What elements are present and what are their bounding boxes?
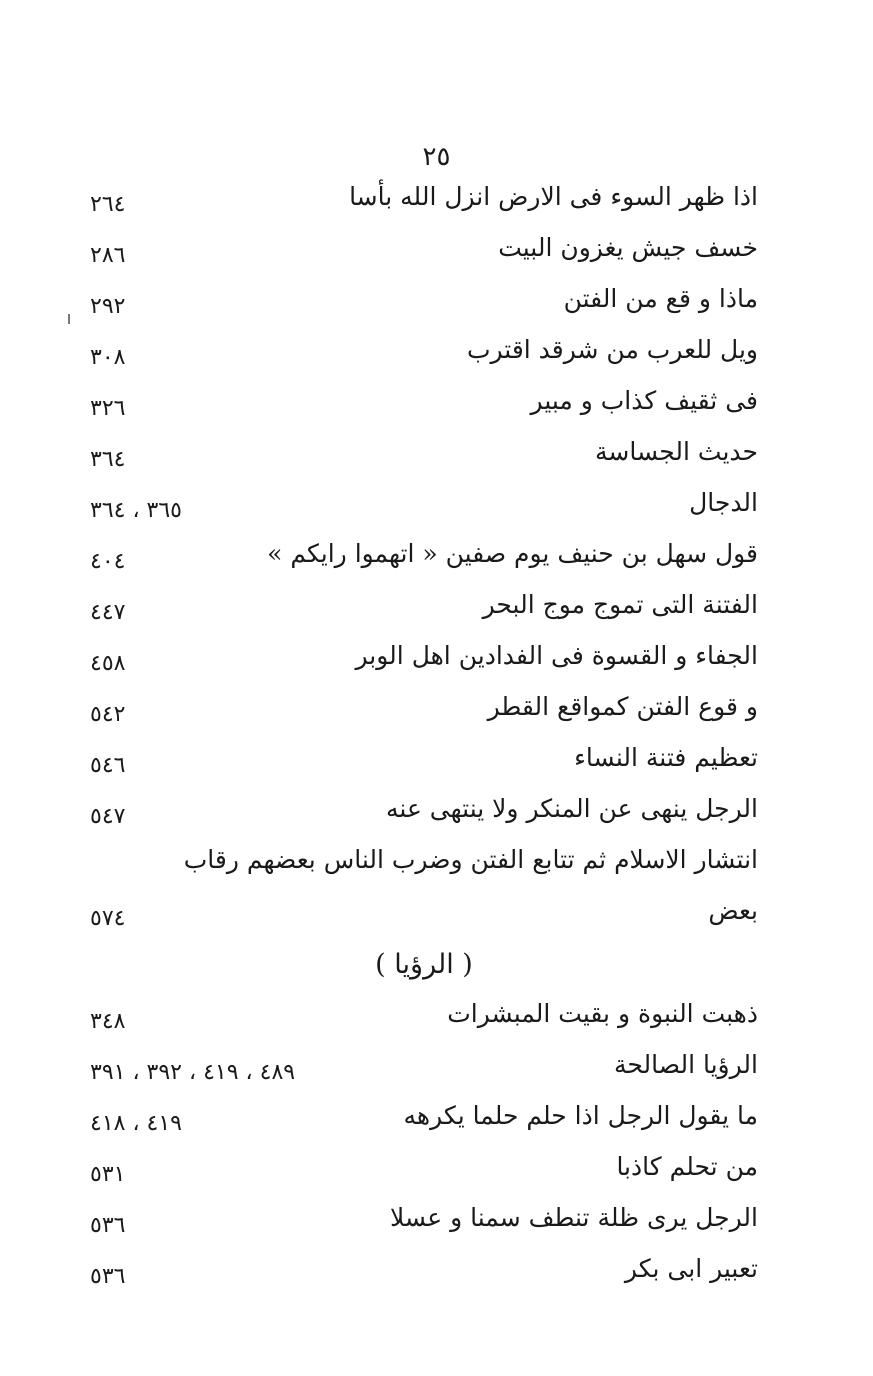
index-entry bbox=[90, 1254, 758, 1305]
index-entry bbox=[90, 1203, 758, 1254]
entry-pages: ٥٧٤ bbox=[90, 906, 126, 931]
entry-title: ذهبت النبوة و بقيت المبشرات bbox=[447, 999, 758, 1028]
entry-title-line1: انتشار الاسلام ثم تتابع الفتن وضرب الناس بعضهم رقاب bbox=[183, 845, 758, 874]
entry-title: ويل للعرب من شرقد اقترب bbox=[466, 335, 758, 364]
index-entry bbox=[90, 437, 758, 488]
entry-pages: ٥٤٢ bbox=[90, 702, 126, 727]
margin-mark bbox=[68, 314, 70, 324]
entry-pages: ٣٤٨ bbox=[90, 1009, 126, 1034]
entry-pages: ٤٥٨ bbox=[90, 651, 126, 676]
entry-pages: ٥٤٧ bbox=[90, 804, 126, 829]
section-heading: ( الرؤيا ) bbox=[375, 949, 473, 980]
entry-pages: ٣٠٨ bbox=[90, 345, 126, 370]
index-entry bbox=[90, 1152, 758, 1203]
entry-title: الفتنة التى تموج موج البحر bbox=[482, 590, 758, 619]
entry-title: الجفاء و القسوة فى الفدادين اهل الوبر bbox=[355, 641, 758, 670]
index-entry bbox=[90, 999, 758, 1050]
entry-pages: ٤٠٤ bbox=[90, 549, 126, 574]
index-entry bbox=[90, 641, 758, 692]
index-entry bbox=[90, 386, 758, 437]
entry-title: الرجل ينهى عن المنكر ولا ينتهى عنه bbox=[386, 794, 758, 823]
entry-title: خسف جيش يغزون البيت bbox=[498, 233, 758, 262]
entry-pages: ٥٣٦ bbox=[90, 1264, 126, 1289]
index-entry bbox=[90, 1050, 758, 1101]
index-entry bbox=[90, 794, 758, 845]
entry-title: ماذا و قع من الفتن bbox=[563, 284, 758, 313]
entry-pages: ٢٩٢ bbox=[90, 294, 126, 319]
entry-pages: ٢٦٤ bbox=[90, 192, 126, 217]
section-heading-row bbox=[90, 947, 758, 999]
index-entry bbox=[90, 284, 758, 335]
index-entry bbox=[90, 488, 758, 539]
entry-title: الرجل يرى ظلة تنطف سمنا و عسلا bbox=[390, 1203, 758, 1232]
entry-title: اذا ظهر السوء فى الارض انزل الله بأسا bbox=[349, 182, 758, 211]
entry-pages: ٤٨٩ ، ٤١٩ ، ٣٩٢ ، ٣٩١ bbox=[90, 1060, 296, 1085]
entry-pages: ٣٢٦ bbox=[90, 396, 126, 421]
entry-pages: ٣٦٤ bbox=[90, 447, 126, 472]
entry-title: تعظيم فتنة النساء bbox=[574, 743, 758, 772]
entry-title: فى ثقيف كذاب و مبير bbox=[530, 386, 758, 415]
index-entry bbox=[90, 182, 758, 233]
entry-title: الرؤيا الصالحة bbox=[614, 1050, 758, 1079]
page-number: ٢٥ bbox=[422, 142, 451, 172]
index-entry bbox=[90, 233, 758, 284]
entry-pages: ٥٣١ bbox=[90, 1162, 126, 1187]
entry-title: من تحلم كاذبا bbox=[616, 1152, 758, 1181]
entry-title-line2: بعض bbox=[708, 896, 758, 925]
entry-title: حديث الجساسة bbox=[594, 437, 758, 466]
entry-pages: ٤١٩ ، ٤١٨ bbox=[90, 1111, 182, 1136]
entry-title: و قوع الفتن كمواقع القطر bbox=[487, 692, 758, 721]
entry-pages: ٣٦٥ ، ٣٦٤ bbox=[90, 498, 182, 523]
entry-pages: ٥٤٦ bbox=[90, 753, 126, 778]
index-entry bbox=[90, 1101, 758, 1152]
entry-title: تعبير ابى بكر bbox=[624, 1254, 758, 1283]
index-entry-wrapped-line1 bbox=[90, 845, 758, 896]
entry-title: قول سهل بن حنيف يوم صفين « اتهموا رايكم » bbox=[267, 539, 758, 568]
entry-pages: ٤٤٧ bbox=[90, 600, 126, 625]
index-entry bbox=[90, 539, 758, 590]
index-entry bbox=[90, 335, 758, 386]
index-entry bbox=[90, 590, 758, 641]
entry-pages: ٢٨٦ bbox=[90, 243, 126, 268]
index-entry-wrapped-line2 bbox=[90, 896, 758, 947]
entry-title: ما يقول الرجل اذا حلم حلما يكرهه bbox=[403, 1101, 758, 1130]
index-entry bbox=[90, 692, 758, 743]
entry-title: الدجال bbox=[689, 488, 758, 517]
entry-pages: ٥٣٦ bbox=[90, 1213, 126, 1238]
index-entries bbox=[90, 182, 758, 1305]
index-entry bbox=[90, 743, 758, 794]
